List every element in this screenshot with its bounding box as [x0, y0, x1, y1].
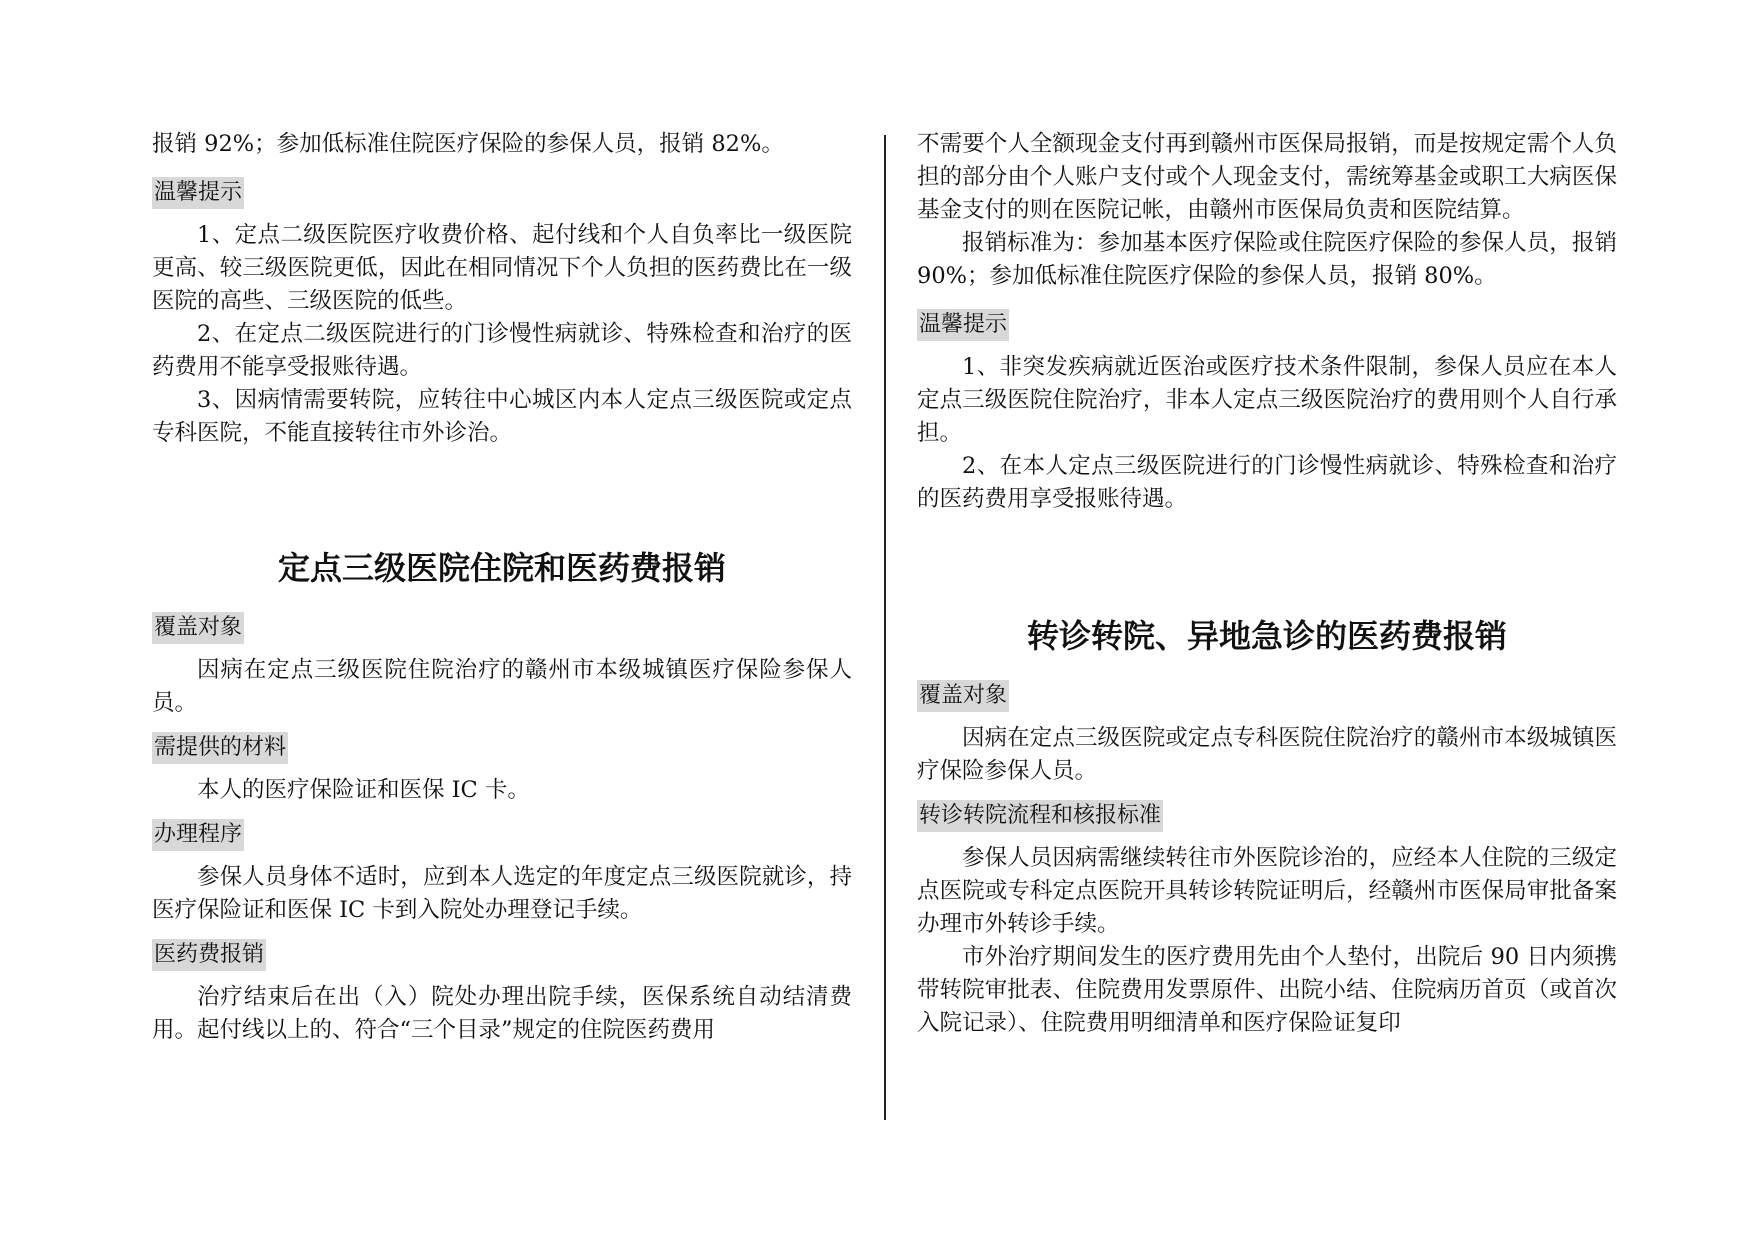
tip-item: 3、因病情需要转院，应转往中心城区内本人定点三级医院或定点专科医院，不能直接转往市外诊治。 [152, 387, 852, 446]
coverage-text: 因病在定点三级医院或定点专科医院住院治疗的赣州市本级城镇医疗保险参保人员。 [917, 725, 1617, 784]
section-title: 转诊转院、异地急诊的医药费报销 [1026, 617, 1507, 655]
tip-item: 1、非突发疾病就近医治或医疗技术条件限制，参保人员应在本人定点三级医院住院治疗，非本人定点三级医院治疗的费用则个人自行承担。 [917, 354, 1617, 446]
column-divider [884, 135, 886, 1120]
standard-text: 报销标准为：参加基本医疗保险或住院医疗保险的参保人员，报销 90%；参加低标准住院医疗保险的参保人员，报销 80%。 [917, 230, 1617, 289]
section-title: 定点三级医院住院和医药费报销 [277, 549, 726, 587]
left-column [152, 128, 852, 1047]
tip-item: 2、在本人定点三级医院进行的门诊慢性病就诊、特殊检查和治疗的医药费用享受报账待遇。 [917, 453, 1617, 512]
coverage-label: 覆盖对象 [917, 680, 1009, 712]
continued-text: 不需要个人全额现金支付再到赣州市医保局报销，而是按规定需个人负担的部分由个人账户支付或个人现金支付，需统筹基金或职工大病医保基金支付的则在医院记帐，由赣州市医保局负责和医院结算。 [917, 131, 1617, 223]
materials-text: 本人的医疗保险证和医保 IC 卡。 [197, 777, 530, 803]
procedure-label: 办理程序 [152, 819, 244, 851]
coverage-label: 覆盖对象 [152, 612, 244, 644]
intro-line: 报销 92%；参加低标准住院医疗保险的参保人员，报销 82%。 [152, 131, 784, 157]
coverage-text: 因病在定点三级医院住院治疗的赣州市本级城镇医疗保险参保人员。 [152, 657, 852, 716]
tip-item: 1、定点二级医院医疗收费价格、起付线和个人自负率比一级医院更高、较三级医院更低，因此在相同情况下个人负担的医药费比在一级医院的高些、三级医院的低些。 [152, 222, 852, 314]
tips-label: 温馨提示 [917, 309, 1009, 341]
reimburse-text: 治疗结束后在出（入）院处办理出院手续，医保系统自动结清费用。起付线以上的、符合“三个目录”规定的住院医药费用 [152, 984, 852, 1043]
tip-item: 2、在定点二级医院进行的门诊慢性病就诊、特殊检查和治疗的医药费用不能享受报账待遇。 [152, 321, 852, 380]
transfer-label: 转诊转院流程和核报标准 [917, 800, 1163, 832]
right-column [917, 128, 1617, 1040]
materials-label: 需提供的材料 [152, 732, 288, 764]
transfer-text: 市外治疗期间发生的医疗费用先由个人垫付，出院后 90 日内须携带转院审批表、住院费用发票原件、出院小结、住院病历首页（或首次入院记录）、住院费用明细清单和医疗保险证复印 [917, 944, 1617, 1036]
procedure-text: 参保人员身体不适时，应到本人选定的年度定点三级医院就诊，持医疗保险证和医保 IC 卡到入院处办理登记手续。 [152, 864, 852, 923]
reimburse-label: 医药费报销 [152, 939, 266, 971]
transfer-text: 参保人员因病需继续转往市外医院诊治的，应经本人住院的三级定点医院或专科定点医院开具转诊转院证明后，经赣州市医保局审批备案办理市外转诊手续。 [917, 845, 1617, 937]
tips-label: 温馨提示 [152, 177, 244, 209]
